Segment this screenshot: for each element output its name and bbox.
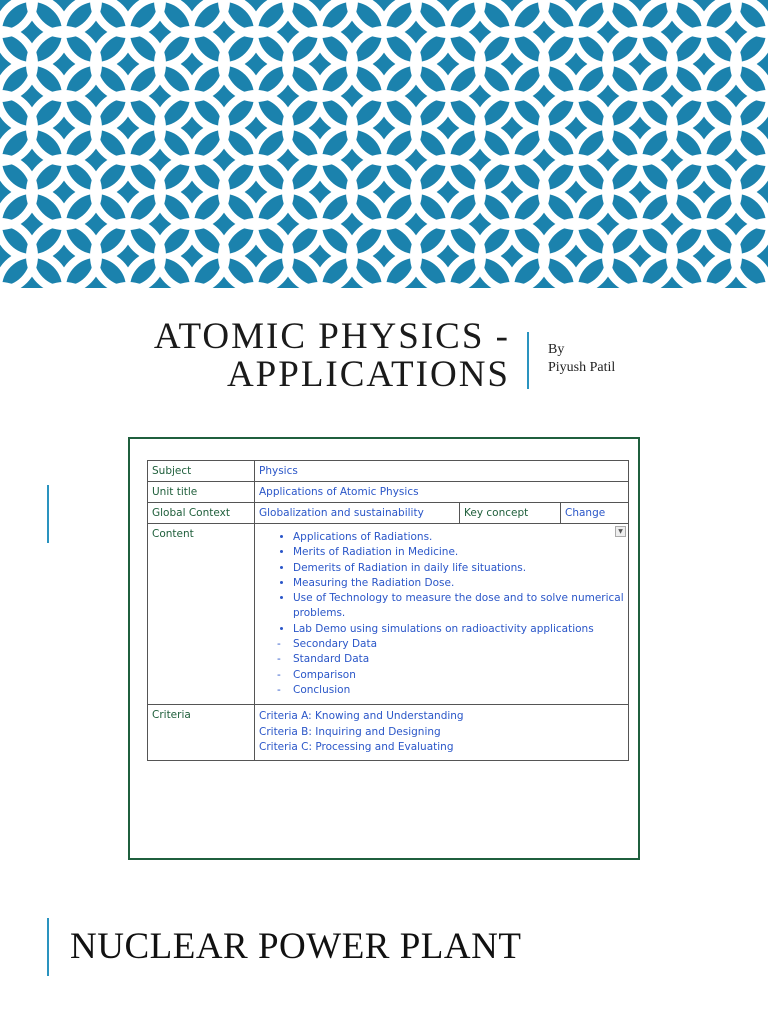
subject-value: Physics	[255, 461, 629, 482]
list-item: • Measuring the Radiation Dose.	[293, 576, 624, 591]
key-concept-label: Key concept	[460, 503, 561, 524]
unit-title-label: Unit title	[148, 482, 255, 503]
dropdown-arrow-icon[interactable]: ▼	[615, 526, 626, 537]
criteria-item: Criteria A: Knowing and Understanding	[259, 710, 464, 723]
dash-marker: -	[277, 668, 281, 681]
list-item: • Lab Demo using simulations on radioactivity applications	[293, 622, 624, 637]
list-item	[277, 683, 624, 698]
table-row	[148, 503, 629, 524]
criteria-cell	[255, 705, 629, 761]
list-item: • Merits of Radiation in Medicine.	[293, 545, 624, 560]
content-sublist	[259, 637, 624, 698]
key-concept-value: Change	[561, 503, 629, 524]
pattern-banner	[0, 0, 768, 288]
dash-marker: -	[277, 683, 281, 696]
list-item: • Use of Technology to measure the dose and to solve numerical problems.	[293, 591, 624, 622]
sublist-text: Conclusion	[293, 683, 351, 696]
list-item: • Applications of Radiations.	[293, 530, 624, 545]
accent-bar-table	[47, 485, 49, 543]
criteria-item: Criteria B: Inquiring and Designing	[259, 725, 441, 738]
dash-marker: -	[277, 638, 281, 651]
subject-label: Subject	[148, 461, 255, 482]
list-item	[277, 668, 624, 683]
unit-plan-table	[147, 460, 629, 761]
global-context-value: Globalization and sustainability	[255, 503, 460, 524]
dash-marker: -	[277, 653, 281, 666]
global-context-label: Global Context	[148, 503, 255, 524]
byline-prefix: By	[548, 342, 565, 357]
table-row	[148, 482, 629, 503]
criteria-item: Criteria C: Processing and Evaluating	[259, 741, 454, 754]
content-label: Content	[148, 524, 255, 705]
list-item	[277, 652, 624, 667]
sublist-text: Secondary Data	[293, 638, 378, 651]
unit-plan-frame	[128, 437, 640, 860]
sublist-text: Standard Data	[293, 653, 370, 666]
list-item	[277, 637, 624, 652]
table-row	[148, 524, 629, 705]
list-item: • Demerits of Radiation in daily life situations.	[293, 561, 624, 576]
title-line-1: ATOMIC PHYSICS -	[153, 316, 510, 357]
table-row	[148, 461, 629, 482]
accent-bar-section	[47, 918, 49, 976]
author-name: Piyush Patil	[548, 360, 616, 375]
table-row	[148, 705, 629, 761]
title-line-2: APPLICATIONS	[226, 354, 510, 395]
interlocking-circles-pattern	[0, 0, 768, 288]
criteria-label: Criteria	[148, 705, 255, 761]
section-title: NUCLEAR POWER PLANT	[70, 926, 522, 967]
byline	[548, 341, 615, 377]
content-list	[259, 530, 624, 637]
title-divider	[527, 332, 529, 389]
content-cell	[255, 524, 629, 705]
slide-title	[110, 318, 510, 394]
unit-title-value: Applications of Atomic Physics	[255, 482, 629, 503]
sublist-text: Comparison	[293, 668, 356, 681]
